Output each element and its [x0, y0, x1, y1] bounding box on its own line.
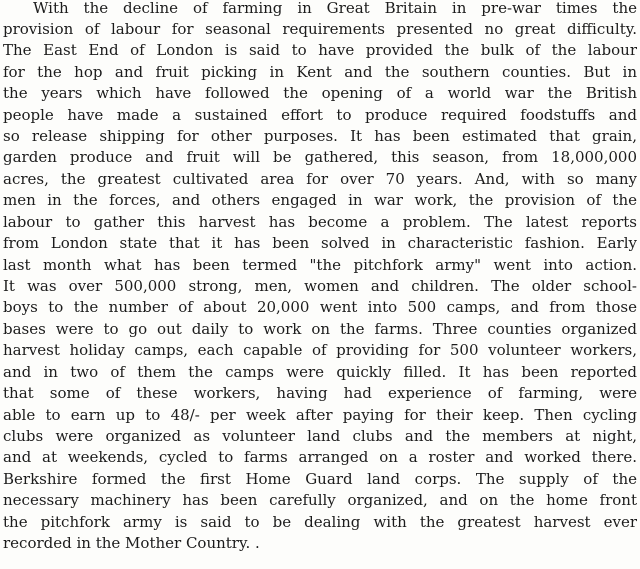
text-line: from London state that it has been solved in characteristic fashion. Early: [3, 234, 637, 252]
text-line: recorded in the Mother Country. .: [3, 534, 260, 552]
text-line: Berkshire formed the first Home Guard land corps. The supply of the: [3, 470, 637, 488]
text-line: able to earn up to 48/- per week after paying for their keep. Then cycling: [3, 406, 637, 424]
text-line: With the decline of farming in Great Britain in pre-war times the: [33, 0, 637, 17]
text-line: acres, the greatest cultivated area for over 70 years. And, with so many: [3, 170, 637, 188]
text-line: the pitchfork army is said to be dealing with the greatest harvest ever: [3, 513, 637, 531]
text-line: so release shipping for other purposes. It has been estimated that grain,: [3, 127, 637, 145]
text-line: bases were to go out daily to work on the farms. Three counties organized: [3, 320, 637, 338]
text-line: for the hop and fruit picking in Kent and the southern counties. But in: [3, 63, 637, 81]
text-line: boys to the number of about 20,000 went into 500 camps, and from those: [3, 298, 637, 316]
text-line: and in two of them the camps were quickly filled. It has been reported: [3, 363, 637, 381]
text-line: The East End of London is said to have provided the bulk of the labour: [3, 41, 637, 59]
text-line: garden produce and fruit will be gathered, this season, from 18,000,000: [3, 148, 637, 166]
text-line: harvest holiday camps, each capable of providing for 500 volunteer workers,: [3, 341, 637, 359]
text-line: people have made a sustained effort to produce required foodstuffs and: [3, 106, 637, 124]
text-line: and at weekends, cycled to farms arranged on a roster and worked there.: [3, 448, 637, 466]
text-line: that some of these workers, having had experience of farming, were: [3, 384, 637, 402]
text-line: necessary machinery has been carefully organized, and on the home front: [3, 491, 637, 509]
text-line: last month what has been termed "the pitchfork army" went into action.: [3, 256, 637, 274]
text-line: the years which have followed the opening of a world war the British: [3, 84, 637, 102]
text-line: men in the forces, and others engaged in war work, the provision of the: [3, 191, 637, 209]
text-line: labour to gather this harvest has become a problem. The latest reports: [3, 213, 637, 231]
text-line: clubs were organized as volunteer land clubs and the members at night,: [3, 427, 637, 445]
text-line: provision of labour for seasonal requirements presented no great difficulty.: [3, 20, 637, 38]
text-line: It was over 500,000 strong, men, women and children. The older school-: [3, 277, 637, 295]
